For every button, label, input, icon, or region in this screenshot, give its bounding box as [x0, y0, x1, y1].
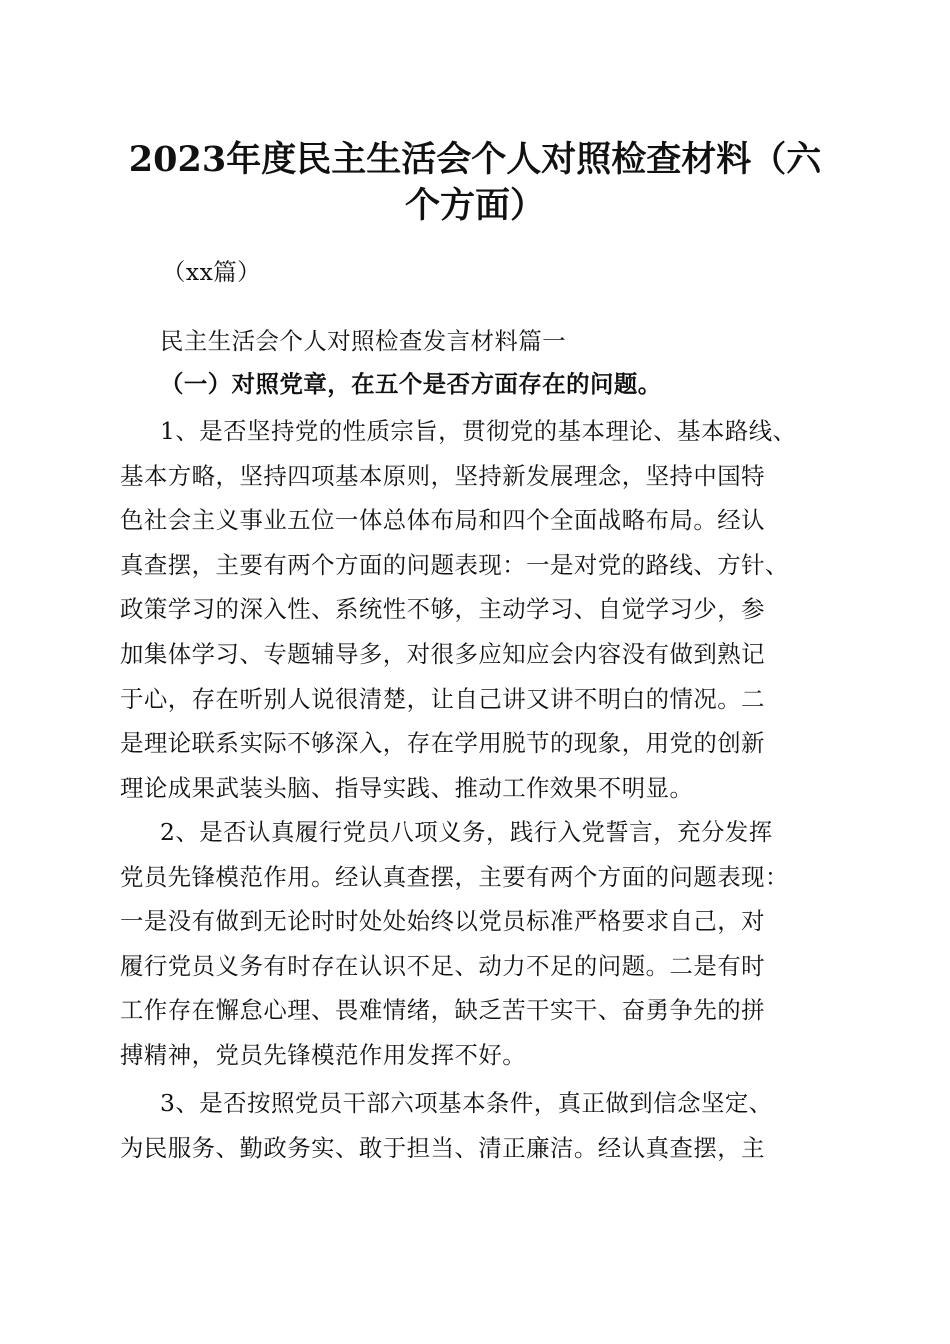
paragraph-line: 是理论联系实际不够深入，存在学用脱节的现象，用党的创新 — [120, 729, 766, 757]
section-heading: （一）对照党章，在五个是否方面存在的问题。 — [160, 370, 662, 398]
title-line-1: 2023年度民主生活会个人对照检查材料（六 — [128, 139, 822, 180]
paragraph-line: 2、是否认真履行党员八项义务，践行入党誓言，充分发挥 — [160, 818, 773, 846]
source-note: （xx篇） — [162, 258, 262, 286]
paragraph-line: 加集体学习、专题辅导多，对很多应知应会内容没有做到熟记 — [120, 640, 766, 668]
paragraph-line: 基本方略，坚持四项基本原则，坚持新发展理念，坚持中国特 — [120, 462, 766, 490]
paragraph-line: 党员先锋模范作用。经认真查摆，主要有两个方面的问题表现： — [120, 863, 789, 891]
paragraph-line: 1、是否坚持党的性质宗旨，贯彻党的基本理论、基本路线、 — [160, 417, 797, 445]
title-line-2: 个方面） — [404, 185, 545, 226]
paragraph-line: 为民服务、勤政务实、敢于担当、清正廉洁。经认真查摆，主 — [120, 1134, 766, 1162]
paragraph-line: 履行党员义务有时存在认识不足、动力不足的问题。二是有时 — [120, 952, 766, 980]
paragraph-line: 搏精神，党员先锋模范作用发挥不好。 — [120, 1041, 527, 1069]
paragraph-line: 于心，存在听别人说很清楚，让自己讲又讲不明白的情况。二 — [120, 685, 766, 713]
paragraph-line: 理论成果武装头脑、指导实践、推动工作效果不明显。 — [120, 774, 694, 802]
document-title — [100, 137, 850, 229]
paragraph-line: 工作存在懈怠心理、畏难情绪，缺乏苦干实干、奋勇争先的拼 — [120, 996, 766, 1024]
subtitle: 民主生活会个人对照检查发言材料篇一 — [160, 327, 567, 355]
paragraph-line: 真查摆，主要有两个方面的问题表现：一是对党的路线、方针、 — [120, 551, 789, 579]
paragraph-line: 色社会主义事业五位一体总体布局和四个全面战略布局。经认 — [120, 506, 766, 534]
paragraph-line: 一是没有做到无论时时处处始终以党员标准严格要求自己，对 — [120, 907, 766, 935]
paragraph-line: 3、是否按照党员干部六项基本条件，真正做到信念坚定、 — [160, 1089, 773, 1117]
paragraph-line: 政策学习的深入性、系统性不够，主动学习、自觉学习少，参 — [120, 595, 766, 623]
